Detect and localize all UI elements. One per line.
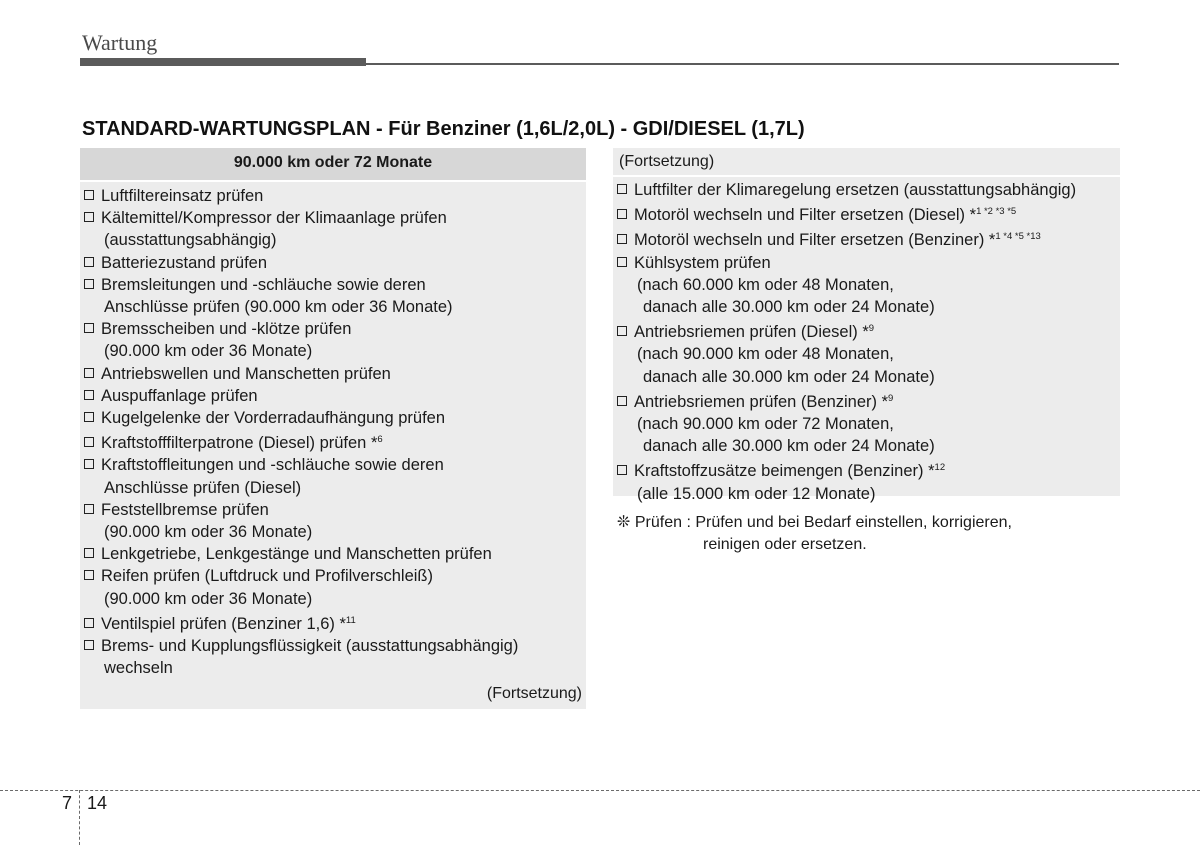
footer-divider — [0, 790, 1200, 791]
checklist-item-text: Bremsleitungen und -schläuche sowie deren — [101, 275, 426, 294]
checklist-item — [617, 201, 1116, 226]
checklist-item-continuation: wechseln — [104, 659, 173, 678]
checkbox-icon — [617, 209, 627, 219]
checklist-item — [84, 565, 580, 587]
legend-note-line1: ❊ Prüfen : Prüfen und bei Bedarf einstellen, korrigieren, — [617, 514, 1012, 531]
section-title: STANDARD-WARTUNGSPLAN - Für Benziner (1,6L/2,0L) - GDI/DIESEL (1,7L) — [82, 118, 805, 140]
checkbox-icon — [84, 368, 94, 378]
checklist-item — [84, 318, 580, 340]
checklist-item-continuation: (90.000 km oder 36 Monate) — [104, 342, 313, 361]
checklist-item-text: Kühlsystem prüfen — [634, 253, 771, 272]
checklist-item-text: Antriebsriemen prüfen (Benziner) * — [634, 392, 889, 411]
checklist-item — [617, 318, 1116, 343]
checklist-item-text: Motoröl wechseln und Filter ersetzen (Benziner) * — [634, 231, 996, 250]
checklist-item — [84, 363, 580, 385]
checklist-item-continuation: Anschlüsse prüfen (90.000 km oder 36 Monate) — [104, 298, 453, 317]
checklist-item-continuation: (nach 90.000 km oder 48 Monaten, — [637, 345, 894, 364]
left-panel — [80, 148, 586, 709]
checklist-item-text: Feststellbremse prüfen — [101, 500, 269, 519]
checklist-item-continuation: (90.000 km oder 36 Monate) — [104, 523, 313, 542]
checklist-item-text: Reifen prüfen (Luftdruck und Profilverschleiß) — [101, 567, 433, 586]
checkbox-icon — [84, 390, 94, 400]
checkbox-icon — [84, 548, 94, 558]
header-title: Wartung — [82, 30, 158, 55]
checklist-item-text: Kraftstoffleitungen und -schläuche sowie deren — [101, 456, 444, 475]
footnote-ref: 11 — [345, 614, 356, 626]
checkbox-icon — [84, 257, 94, 267]
checklist-item-text: Kugelgelenke der Vorderradaufhängung prüfen — [101, 409, 446, 428]
checklist-item-text: Kraftstoffzusätze beimengen (Benziner) * — [634, 462, 935, 481]
checklist-item-text: Luftfiltereinsatz prüfen — [101, 187, 264, 205]
checkbox-icon — [84, 412, 94, 422]
checklist-item-text: Brems- und Kupplungsflüssigkeit (ausstattungsabhängig) — [101, 637, 519, 656]
checklist-item-text: Kraftstofffilterpatrone (Diesel) prüfen * — [101, 434, 378, 453]
checkbox-icon — [84, 618, 94, 628]
checklist-item-text: Motoröl wechseln und Filter ersetzen (Diesel) * — [634, 206, 977, 225]
right-panel — [613, 148, 1120, 503]
checklist-item-continuation: danach alle 30.000 km oder 24 Monate) — [643, 367, 935, 386]
checklist-item-continuation: (nach 90.000 km oder 72 Monaten, — [637, 415, 894, 434]
checkbox-icon — [84, 212, 94, 222]
footnote-ref: 1 *4 *5 *13 — [995, 231, 1041, 243]
footnote-ref: 9 — [868, 323, 875, 335]
right-item-list — [613, 177, 1120, 505]
checkbox-icon — [617, 326, 627, 336]
legend-note — [617, 512, 1012, 556]
checklist-item-text: Ventilspiel prüfen (Benziner 1,6) * — [101, 614, 346, 633]
checklist-item — [617, 252, 1116, 274]
footnote-ref: 12 — [934, 462, 946, 474]
checklist-item-text: Bremsscheiben und -klötze prüfen — [101, 320, 352, 339]
checklist-item-continuation: (ausstattungsabhängig) — [104, 231, 277, 250]
checklist-item-text: Antriebswellen und Manschetten prüfen — [101, 364, 391, 383]
checklist-item-continuation: (alle 15.000 km oder 12 Monate) — [637, 484, 876, 503]
checkbox-icon — [84, 459, 94, 469]
legend-note-line2: reinigen oder ersetzen. — [703, 536, 867, 553]
checkbox-icon — [617, 257, 627, 267]
continuation-label: (Fortsetzung) — [486, 685, 582, 702]
checklist-item-text: Luftfilter der Klimaregelung ersetzen (ausstattungsabhängig) — [634, 181, 1077, 199]
checklist-item — [84, 252, 580, 274]
checklist-item — [84, 274, 580, 296]
checkbox-icon — [84, 279, 94, 289]
checklist-item-text: Antriebsriemen prüfen (Diesel) * — [634, 323, 869, 342]
left-item-list — [80, 182, 586, 679]
checkbox-icon — [84, 437, 94, 447]
checklist-item — [84, 610, 580, 635]
checklist-item — [84, 454, 580, 476]
checklist-item-continuation: (nach 60.000 km oder 48 Monaten, — [637, 275, 894, 294]
checklist-item-text: Lenkgetriebe, Lenkgestänge und Manschetten prüfen — [101, 545, 492, 564]
checklist-item-text: Batteriezustand prüfen — [101, 253, 268, 272]
header-bar — [80, 58, 366, 66]
footnote-ref: 9 — [888, 392, 894, 404]
footnote-ref: 6 — [377, 434, 383, 446]
left-panel-heading: 90.000 km oder 72 Monate — [80, 148, 586, 182]
checklist-item — [84, 499, 580, 521]
checklist-item-continuation: Anschlüsse prüfen (Diesel) — [104, 478, 302, 497]
checklist-item-continuation: (90.000 km oder 36 Monate) — [104, 589, 313, 608]
checklist-item — [617, 226, 1116, 251]
checkbox-icon — [617, 234, 627, 244]
checklist-item — [84, 429, 580, 454]
checkbox-icon — [84, 570, 94, 580]
chapter-number: 7 — [62, 793, 73, 813]
checklist-item — [84, 185, 580, 207]
checkbox-icon — [617, 396, 627, 406]
footnote-ref: 1 *2 *3 *5 — [976, 206, 1017, 218]
checkbox-icon — [84, 190, 94, 200]
checklist-item-text: Kältemittel/Kompressor der Klimaanlage prüfen — [101, 209, 447, 228]
right-panel-heading: (Fortsetzung) — [613, 148, 1120, 177]
checklist-item — [617, 179, 1116, 201]
checklist-item — [84, 385, 580, 407]
checkbox-icon — [617, 465, 627, 475]
checkbox-icon — [617, 184, 627, 194]
checkbox-icon — [84, 323, 94, 333]
checklist-item-continuation: danach alle 30.000 km oder 24 Monate) — [643, 298, 935, 317]
checkbox-icon — [84, 640, 94, 650]
checklist-item — [84, 207, 580, 229]
checklist-item — [84, 543, 580, 565]
checkbox-icon — [84, 504, 94, 514]
page-number: 14 — [87, 793, 108, 813]
checklist-item — [617, 457, 1116, 482]
checklist-item-continuation: danach alle 30.000 km oder 24 Monate) — [643, 437, 935, 456]
checklist-item-text: Auspuffanlage prüfen — [101, 386, 258, 405]
checklist-item — [84, 407, 580, 429]
footer-vertical-divider — [79, 790, 80, 845]
checklist-item — [617, 388, 1116, 413]
header-rule — [366, 63, 1119, 65]
checklist-item — [84, 635, 580, 657]
